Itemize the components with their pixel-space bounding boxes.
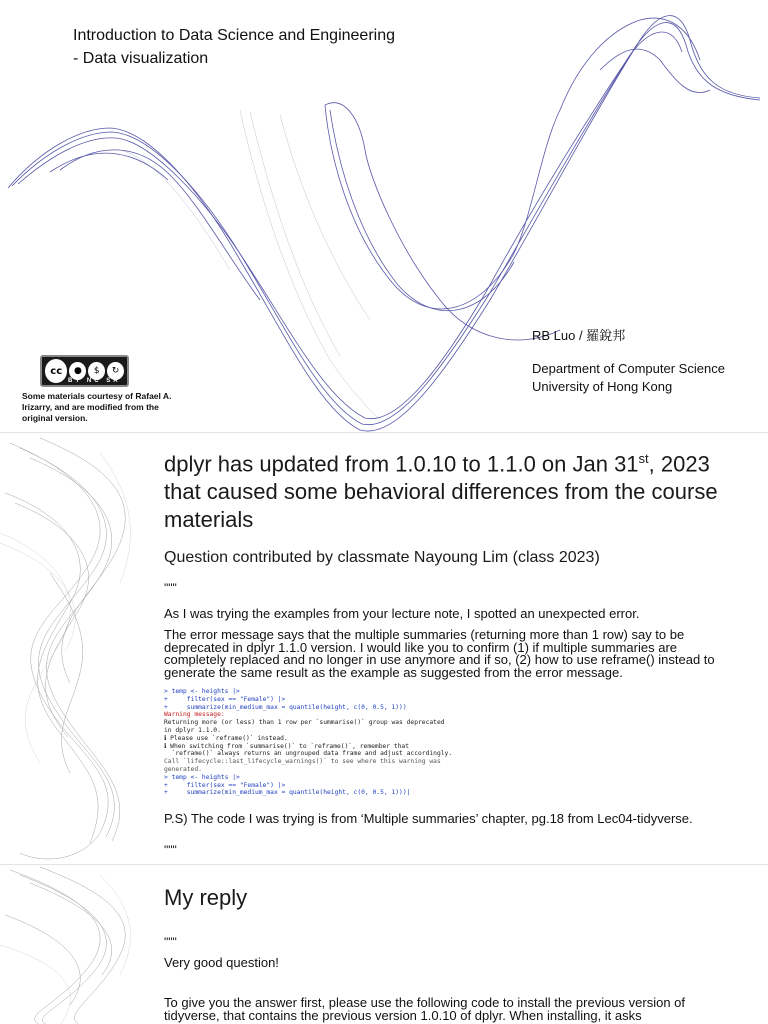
ps-note: P.S) The code I was trying is from ‘Multiple summaries’ chapter, pg.18 from Lec04-tidyverse. — [164, 811, 693, 826]
code-line: Call `lifecycle::last_lifecycle_warnings()` to see where this warning was — [164, 758, 441, 766]
sa-icon: ↻ — [107, 362, 124, 380]
title-part-1: dplyr has updated from 1.0.10 to 1.1.0 on Jan 31 — [164, 451, 639, 477]
code-line: + filter(sex == "Female") |> — [164, 695, 286, 703]
code-line: + summarize(min_medium_max = quantile(height, c(0, 0.5, 1)))| — [164, 789, 411, 797]
quote-open: """ — [164, 935, 177, 949]
title-superscript: st — [638, 451, 649, 466]
presentation-title — [73, 24, 395, 70]
question-paragraph-2: The error message says that the multiple summaries (returning more than 1 row) say to be deprecated in dplyr 1.1.0 version. I would like you to confirm (1) if multiple summaries are completely replaced and no longer in use anymore and if so, (2) how to use reframe() instead to generate the same result as the example as suggested from the error message. — [164, 627, 715, 680]
license-note: Some materials courtesy of Rafael A. Irizarry, and are modified from the original version. — [22, 391, 172, 423]
side-swirl-decoration — [0, 433, 150, 864]
title-part-2: , 2023 that caused some behavioral differences from the course materials — [164, 451, 718, 533]
slide-title — [164, 445, 744, 534]
code-line: `reframe()` always returns an ungrouped data frame and adjust accordingly. — [164, 750, 453, 758]
code-line: > temp <- heights |> — [164, 688, 240, 695]
code-line: Warning message: — [164, 711, 225, 719]
by-icon: ● — [69, 362, 86, 380]
code-line: generated. — [164, 765, 202, 773]
code-line: + filter(sex == "Female") |> — [164, 781, 286, 789]
code-line: in dplyr 1.1.0. — [164, 726, 221, 734]
author-name: RB Luo / 羅銳邦 — [532, 328, 626, 343]
code-line: ℹ Please use `reframe()` instead. — [164, 734, 288, 742]
quote-close: """ — [164, 843, 177, 857]
cc-icon: cc — [45, 359, 67, 383]
question-slide — [0, 432, 768, 864]
license-labels: BY NC SA — [68, 378, 121, 384]
title-slide — [0, 0, 768, 432]
quote-open: """ — [164, 581, 177, 595]
code-line: + summarize(min_medium_max = quantile(height, c(0, 0.5, 1))) — [164, 703, 407, 711]
side-swirl-decoration — [0, 865, 150, 1024]
code-line: Returning more (or less) than 1 row per `summarise()` group was deprecated — [164, 719, 445, 727]
reply-paragraph-2: To give you the answer first, please use the following code to install the previous version of tidyverse, that contains the previous version 1.0.10 of dplyr. When installing, it asks — [164, 995, 686, 1023]
code-line: ℹ When switching from `summarise()` to `reframe()`, remember that — [164, 742, 410, 750]
code-line: > temp <- heights |> — [164, 773, 240, 781]
department-line-2: University of Hong Kong — [532, 379, 673, 394]
nc-icon: $ — [88, 362, 105, 380]
department-line-1: Department of Computer Science — [532, 361, 725, 376]
slide-subtitle: Question contributed by classmate Nayoung Lim (class 2023) — [164, 549, 600, 566]
r-console-output — [164, 688, 484, 797]
reply-slide — [0, 864, 768, 1024]
reply-paragraph-1: Very good question! — [164, 955, 279, 970]
title-line-1: Introduction to Data Science and Engineering — [73, 27, 395, 44]
slide-title: My reply — [164, 885, 248, 910]
department — [532, 360, 725, 396]
title-line-2: - Data visualization — [73, 50, 209, 67]
question-paragraph-1: As I was trying the examples from your lecture note, I spotted an unexpected error. — [164, 606, 640, 621]
